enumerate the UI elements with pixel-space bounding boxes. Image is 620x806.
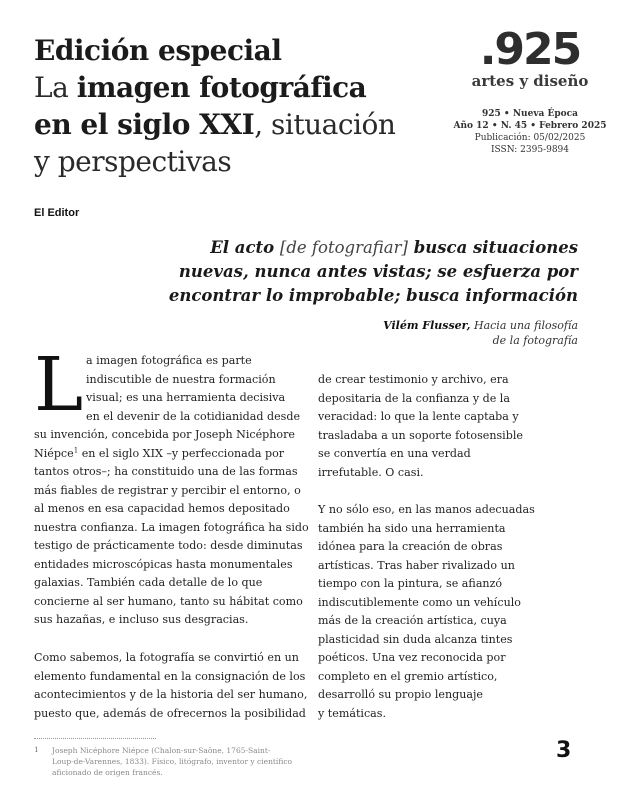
body-line: indiscutible de nuestra formación <box>86 372 276 386</box>
body-line: nuestra confianza. La imagen fotográfica ha sido <box>34 520 309 534</box>
issue-info <box>450 108 610 156</box>
epigraph-line-1 <box>158 236 578 260</box>
body-line-cont: en el siglo XIX –y perfeccionada por <box>78 446 285 460</box>
title-line-2-bold: imagen fotográfica <box>76 71 367 104</box>
body-line: al menos en esa capacidad hemos depositado <box>34 502 290 515</box>
body-line: sus hazañas, e incluso sus desgracias. <box>34 613 249 626</box>
body-line: más fiables de registrar y percibir el entorno, o <box>34 483 301 497</box>
body-line: completo en el gremio artístico, <box>318 669 498 683</box>
body-line: artísticas. Tras haber rivalizado un <box>318 558 515 572</box>
epigraph-quote <box>158 236 578 308</box>
issue-publication-date: Publicación: 05/02/2025 <box>474 133 586 143</box>
body-line: elemento fundamental en la consignación de los <box>34 669 306 683</box>
issue-line-2: Año 12 • N. 45 • Febrero 2025 <box>453 121 607 131</box>
epigraph-line-1-a: El acto <box>210 238 280 257</box>
footnote-line: aficionado de origen francés. <box>52 768 163 777</box>
body-line: puesto que, además de ofrecernos la posibilidad <box>34 706 306 720</box>
journal-logo <box>470 24 590 90</box>
body-line: acontecimientos y de la historia del ser humano, <box>34 688 308 701</box>
footnote-line: Joseph Nicéphore Niépce (Chalon-sur-Saône, 1765-Saint- <box>52 746 271 755</box>
body-line: plasticidad sin duda alcanza tintes <box>318 632 513 646</box>
body-line: más de la creación artística, cuya <box>318 614 507 627</box>
body-line: Como sabemos, la fotografía se convirtió en un <box>34 651 299 664</box>
drop-cap: L <box>34 342 84 428</box>
body-line: poéticos. Una vez reconocida por <box>318 651 506 664</box>
col1-paragraph-2 <box>34 649 307 723</box>
title-line-1: Edición especial <box>34 34 282 67</box>
body-line: se convertía en una verdad <box>318 447 471 460</box>
col2-paragraph-1 <box>318 371 523 482</box>
epigraph-author: Vilém Flusser, <box>383 319 471 332</box>
title-line-3-plain: , situación <box>254 108 396 141</box>
body-line: depositaria de la confianza y de la <box>318 391 510 405</box>
body-line: tantos otros–; ha constituido una de las formas <box>34 465 298 478</box>
epigraph-line-1-b: busca situaciones <box>407 238 578 257</box>
epigraph-book-1: Hacia una filosofía <box>470 319 578 332</box>
col1-indented-lines <box>86 352 300 426</box>
logo-mark: .925 <box>479 24 581 75</box>
issue-issn: ISSN: 2395-9894 <box>490 145 570 155</box>
body-line: concierne al ser humano, tanto su hábitat como <box>34 594 303 608</box>
page-number: 3 <box>556 738 572 763</box>
body-line: Y no sólo eso, en las manos adecuadas <box>318 503 535 516</box>
body-line: veracidad: lo que la lente captaba y <box>318 410 519 423</box>
body-line: idónea para la creación de obras <box>318 540 503 553</box>
body-line: de crear testimonio y archivo, era <box>318 373 509 386</box>
footnote-number: 1 <box>34 745 39 754</box>
body-line-with-footnote <box>34 445 309 464</box>
title-line-3-bold: en el siglo XXI <box>34 108 255 141</box>
epigraph-book-2: de la fotografía <box>492 334 578 347</box>
title-line-3 <box>34 106 434 143</box>
epigraph-insert: [de fotografiar] <box>279 238 408 257</box>
body-line: a imagen fotográfica es parte <box>86 354 252 367</box>
col2-paragraph-2 <box>318 501 535 723</box>
epigraph-line-2: nuevas, nunca antes vistas; se esfuerza por <box>178 262 578 281</box>
body-line: galaxias. También cada detalle de lo que <box>34 576 263 589</box>
footnote-text <box>52 745 292 778</box>
title-line-4: y perspectivas <box>34 145 232 178</box>
logo-subtitle: artes y diseño <box>471 72 589 90</box>
body-line: su invención, concebida por Joseph Nicéphore <box>34 428 295 441</box>
body-line: desarrolló su propio lenguaje <box>318 688 483 701</box>
footnote-ref[interactable]: 1 <box>73 445 79 454</box>
body-line: visual; es una herramienta decisiva <box>86 391 286 404</box>
body-line: trasladaba a un soporte fotosensible <box>318 428 523 442</box>
footnote-divider <box>34 738 156 739</box>
title-line-2-plain: La <box>34 71 77 104</box>
body-line: en el devenir de la cotidianidad desde <box>86 409 301 423</box>
col1-paragraph-1 <box>34 426 309 630</box>
body-line: testigo de prácticamente todo: desde diminutas <box>34 539 303 552</box>
article-author: El Editor <box>34 207 80 219</box>
epigraph-source <box>278 318 578 348</box>
body-line: tiempo con la pintura, se afianzó <box>318 577 503 590</box>
title-line-2 <box>34 69 434 106</box>
body-line: irrefutable. O casi. <box>318 465 424 479</box>
issue-line-1: 925 • Nueva Época <box>482 109 578 119</box>
body-line: también ha sido una herramienta <box>318 521 506 535</box>
article-title <box>34 32 434 180</box>
niepce-name: Niépce <box>34 446 74 460</box>
body-line: indiscutiblemente como un vehículo <box>318 595 521 609</box>
body-line: y temáticas. <box>318 706 387 720</box>
body-line: entidades microscópicas hasta monumentales <box>34 557 293 571</box>
epigraph-line-3: encontrar lo improbable; busca información <box>168 286 578 305</box>
footnote-line: Loup-de-Varennes, 1833). Físico, litógrafo, inventor y científico <box>52 757 293 766</box>
